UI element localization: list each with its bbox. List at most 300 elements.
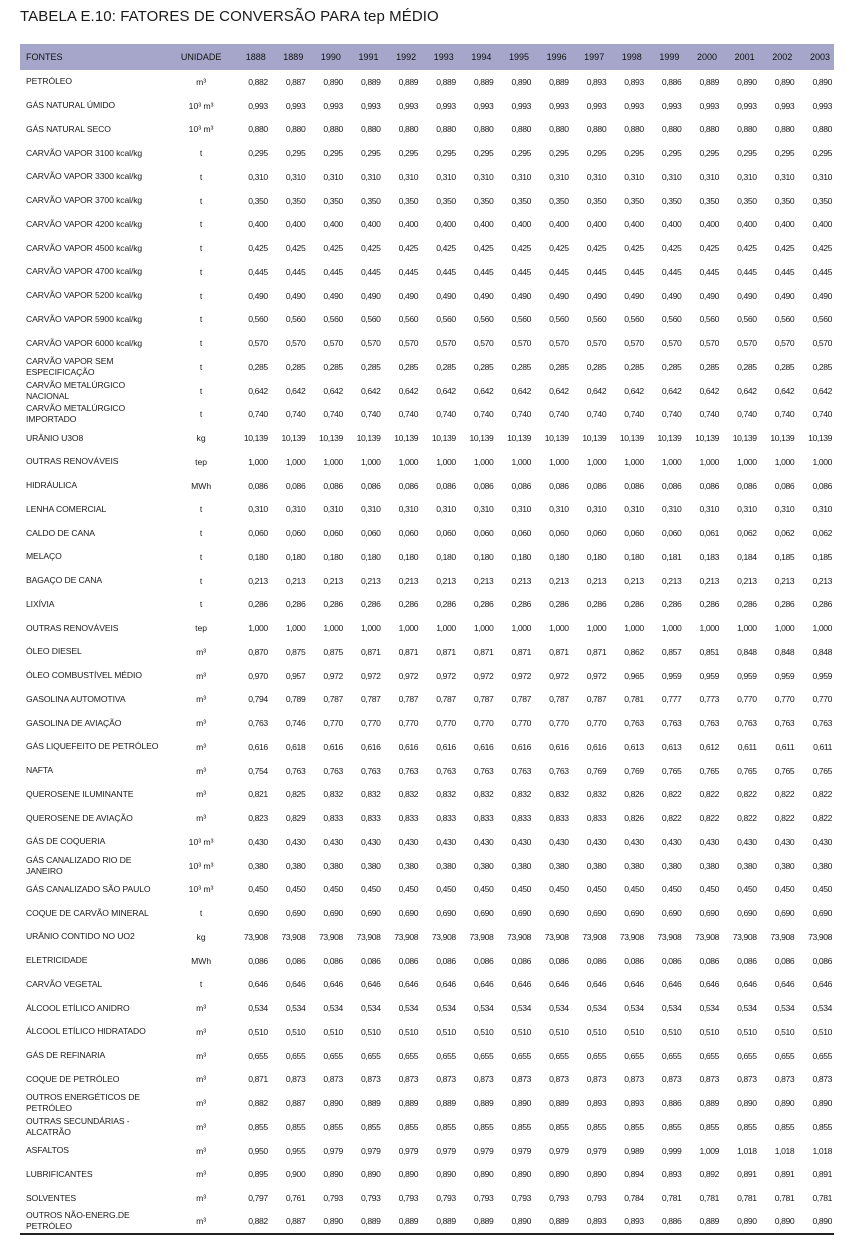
table-cell: 0,295 bbox=[812, 148, 832, 159]
table-cell: 0,560 bbox=[511, 314, 531, 325]
table-cell: 0,213 bbox=[699, 575, 720, 586]
table-cell: 10,139 bbox=[431, 433, 456, 444]
table-cell: 0,642 bbox=[511, 385, 531, 396]
table-cell: 0,430 bbox=[812, 836, 832, 847]
table-cell: 0,180 bbox=[473, 551, 494, 562]
table-cell: 0,430 bbox=[398, 836, 419, 847]
table-cell: 0,770 bbox=[774, 694, 795, 705]
table-cell: 10,139 bbox=[770, 433, 795, 444]
table-row bbox=[20, 189, 834, 213]
table-cell: 73,908 bbox=[394, 931, 419, 942]
table-cell: 0,895 bbox=[248, 1169, 268, 1180]
table-cell: 0,285 bbox=[586, 361, 607, 372]
row-source-label: BAGAÇO DE CANA bbox=[26, 575, 102, 586]
table-cell: 0,769 bbox=[586, 765, 607, 776]
table-row bbox=[20, 806, 834, 830]
table-cell: 10,139 bbox=[469, 433, 494, 444]
table-cell: 0,770 bbox=[737, 694, 757, 705]
table-cell: 0,510 bbox=[511, 1026, 531, 1037]
table-row bbox=[20, 426, 834, 450]
table-cell: 0,890 bbox=[323, 1098, 343, 1109]
table-row bbox=[20, 1044, 834, 1068]
table-cell: 0,873 bbox=[586, 1074, 607, 1085]
table-cell: 0,430 bbox=[699, 836, 720, 847]
table-cell: 0,655 bbox=[398, 1050, 419, 1061]
table-cell: 0,616 bbox=[511, 741, 531, 752]
table-cell: 0,380 bbox=[586, 860, 607, 871]
table-cell: 0,510 bbox=[398, 1026, 419, 1037]
table-cell: 0,646 bbox=[586, 979, 607, 990]
table-cell: 0,781 bbox=[699, 1193, 720, 1204]
table-cell: 0,646 bbox=[473, 979, 494, 990]
table-cell: 0,833 bbox=[323, 813, 343, 824]
table-cell: 0,510 bbox=[323, 1026, 343, 1037]
table-cell: 0,763 bbox=[511, 765, 531, 776]
row-unit: t bbox=[199, 148, 203, 159]
table-row bbox=[20, 236, 834, 260]
table-cell: 0,286 bbox=[699, 599, 720, 610]
table-cell: 73,908 bbox=[657, 931, 682, 942]
table-cell: 0,655 bbox=[624, 1050, 644, 1061]
table-cell: 0,086 bbox=[812, 955, 832, 966]
table-cell: 0,646 bbox=[624, 979, 644, 990]
table-cell: 0,295 bbox=[586, 148, 607, 159]
table-cell: 0,086 bbox=[586, 955, 607, 966]
table-row bbox=[20, 640, 834, 664]
table-cell: 0,450 bbox=[812, 884, 832, 895]
table-cell: 0,690 bbox=[624, 908, 644, 919]
table-cell: 0,285 bbox=[398, 361, 419, 372]
table-cell: 73,908 bbox=[732, 931, 757, 942]
table-cell: 0,655 bbox=[436, 1050, 456, 1061]
table-cell: 0,286 bbox=[737, 599, 757, 610]
row-source-label: ÓLEO DIESEL bbox=[26, 646, 82, 657]
table-cell: 0,889 bbox=[383, 1210, 421, 1234]
table-cell: 0,793 bbox=[586, 1193, 607, 1204]
table-cell: 0,534 bbox=[511, 1003, 531, 1014]
table-cell: 0,889 bbox=[361, 1098, 381, 1109]
table-cell: 0,086 bbox=[699, 955, 720, 966]
table-cell: 1,000 bbox=[812, 456, 832, 467]
table-cell: 0,450 bbox=[586, 884, 607, 895]
row-unit: t bbox=[199, 551, 203, 562]
table-cell: 0,445 bbox=[248, 266, 268, 277]
table-cell: 0,873 bbox=[285, 1074, 306, 1085]
table-cell: 0,183 bbox=[699, 551, 720, 562]
table-cell: 0,793 bbox=[436, 1193, 456, 1204]
table-cell: 1,000 bbox=[473, 623, 494, 634]
row-unit: t bbox=[199, 219, 203, 230]
table-cell: 0,286 bbox=[661, 599, 682, 610]
table-cell: 0,350 bbox=[812, 195, 832, 206]
table-cell: 0,873 bbox=[661, 1074, 682, 1085]
table-cell: 0,570 bbox=[549, 338, 569, 349]
table-cell: 0,310 bbox=[323, 171, 343, 182]
table-cell: 0,889 bbox=[458, 1210, 496, 1234]
table-row bbox=[20, 1020, 834, 1044]
table-cell: 0,534 bbox=[248, 1003, 268, 1014]
table-cell: 0,891 bbox=[774, 1169, 795, 1180]
row-unit: t bbox=[199, 908, 203, 919]
row-unit: 10³ m³ bbox=[188, 124, 214, 135]
table-cell: 0,740 bbox=[511, 409, 531, 420]
table-cell: 0,959 bbox=[812, 670, 832, 681]
table-cell: 0,832 bbox=[473, 789, 494, 800]
table-cell: 0,611 bbox=[775, 741, 795, 752]
column-header-unidade: UNIDADE bbox=[170, 44, 232, 70]
table-cell: 0,833 bbox=[473, 813, 494, 824]
table-cell: 0,889 bbox=[549, 76, 569, 87]
table-cell: 0,890 bbox=[759, 1210, 797, 1234]
table-cell: 0,490 bbox=[398, 290, 419, 301]
table-cell: 0,086 bbox=[361, 480, 381, 491]
table-cell: 0,763 bbox=[812, 718, 832, 729]
table-cell: 0,890 bbox=[307, 1210, 345, 1234]
row-source-label: CARVÃO VAPOR 5900 kcal/kg bbox=[26, 313, 143, 324]
table-cell: 0,310 bbox=[285, 504, 306, 515]
table-cell: 0,889 bbox=[420, 1210, 458, 1234]
table-cell: 0,062 bbox=[812, 528, 832, 539]
row-source-label: CARVÃO VAPOR 3100 kcal/kg bbox=[26, 147, 143, 158]
table-cell: 0,889 bbox=[436, 76, 456, 87]
table-cell: 0,789 bbox=[285, 694, 306, 705]
table-cell: 73,908 bbox=[582, 931, 607, 942]
table-cell: 0,761 bbox=[285, 1193, 306, 1204]
table-cell: 0,763 bbox=[248, 718, 268, 729]
table-cell: 0,425 bbox=[436, 243, 456, 254]
table-cell: 0,822 bbox=[774, 813, 795, 824]
table-cell: 0,890 bbox=[549, 1169, 569, 1180]
table-cell: 0,740 bbox=[473, 409, 494, 420]
table-cell: 0,855 bbox=[699, 1121, 720, 1132]
table-cell: 0,871 bbox=[586, 646, 607, 657]
table-cell: 0,781 bbox=[624, 694, 644, 705]
table-cell: 0,829 bbox=[285, 813, 306, 824]
table-cell: 0,889 bbox=[683, 1210, 721, 1234]
table-row bbox=[20, 1186, 834, 1210]
table-cell: 0,873 bbox=[699, 1074, 720, 1085]
table-cell: 0,285 bbox=[285, 361, 306, 372]
table-cell: 0,510 bbox=[248, 1026, 268, 1037]
table-cell: 0,180 bbox=[248, 551, 268, 562]
table-cell: 0,889 bbox=[398, 76, 419, 87]
table-cell: 0,350 bbox=[624, 195, 644, 206]
column-header-year: 1999 bbox=[646, 44, 684, 70]
table-cell: 0,380 bbox=[661, 860, 682, 871]
table-cell: 0,763 bbox=[774, 718, 795, 729]
table-cell: 0,534 bbox=[361, 1003, 381, 1014]
table-cell: 0,570 bbox=[737, 338, 757, 349]
table-cell: 0,534 bbox=[398, 1003, 419, 1014]
table-cell: 0,213 bbox=[436, 575, 456, 586]
table-cell: 0,740 bbox=[436, 409, 456, 420]
table-cell: 0,690 bbox=[361, 908, 381, 919]
table-cell: 0,871 bbox=[398, 646, 419, 657]
table-cell: 0,690 bbox=[812, 908, 832, 919]
table-cell: 0,616 bbox=[398, 741, 419, 752]
row-unit: m³ bbox=[196, 813, 207, 824]
table-cell: 0,889 bbox=[345, 1210, 383, 1234]
table-cell: 0,560 bbox=[549, 314, 569, 325]
table-cell: 0,295 bbox=[511, 148, 531, 159]
table-cell: 0,350 bbox=[511, 195, 531, 206]
table-cell: 0,400 bbox=[661, 219, 682, 230]
table-cell: 0,295 bbox=[549, 148, 569, 159]
table-cell: 10,139 bbox=[243, 433, 268, 444]
row-unit: t bbox=[199, 599, 203, 610]
table-cell: 0,832 bbox=[436, 789, 456, 800]
table-cell: 0,993 bbox=[398, 100, 419, 111]
table-cell: 0,822 bbox=[812, 789, 832, 800]
table-cell: 0,445 bbox=[774, 266, 795, 277]
table-cell: 0,400 bbox=[248, 219, 268, 230]
table-cell: 0,285 bbox=[699, 361, 720, 372]
table-cell: 0,380 bbox=[473, 860, 494, 871]
table-cell: 0,510 bbox=[586, 1026, 607, 1037]
table-cell: 0,887 bbox=[270, 1210, 308, 1234]
column-header-fontes: FONTES bbox=[20, 44, 170, 70]
table-cell: 0,993 bbox=[361, 100, 381, 111]
table-cell: 0,889 bbox=[473, 76, 494, 87]
row-unit: t bbox=[199, 266, 203, 277]
row-source-label: CARVÃO VAPOR 3700 kcal/kg bbox=[26, 195, 143, 206]
table-cell: 1,000 bbox=[323, 456, 343, 467]
table-row bbox=[20, 759, 834, 783]
table-cell: 0,400 bbox=[473, 219, 494, 230]
table-cell: 0,642 bbox=[248, 385, 268, 396]
table-cell: 0,534 bbox=[661, 1003, 682, 1014]
table-cell: 0,616 bbox=[248, 741, 268, 752]
table-cell: 1,000 bbox=[511, 623, 531, 634]
table-cell: 1,018 bbox=[774, 1145, 795, 1156]
table-cell: 0,490 bbox=[586, 290, 607, 301]
table-row bbox=[20, 973, 834, 997]
table-cell: 0,889 bbox=[699, 76, 720, 87]
table-cell: 0,400 bbox=[361, 219, 381, 230]
table-cell: 0,970 bbox=[248, 670, 268, 681]
table-cell: 0,826 bbox=[624, 813, 644, 824]
table-row bbox=[20, 94, 834, 118]
table-cell: 0,570 bbox=[774, 338, 795, 349]
table-cell: 0,890 bbox=[737, 76, 757, 87]
table-cell: 0,286 bbox=[361, 599, 381, 610]
table-cell: 0,086 bbox=[661, 480, 682, 491]
table-cell: 0,086 bbox=[624, 480, 644, 491]
table-row bbox=[20, 1210, 834, 1234]
table-cell: 0,821 bbox=[248, 789, 268, 800]
table-cell: 0,646 bbox=[436, 979, 456, 990]
table-cell: 0,400 bbox=[549, 219, 569, 230]
table-cell: 0,886 bbox=[646, 1210, 684, 1234]
table-cell: 1,000 bbox=[285, 623, 306, 634]
table-cell: 0,180 bbox=[323, 551, 343, 562]
table-cell: 0,086 bbox=[511, 955, 531, 966]
table-cell: 0,560 bbox=[774, 314, 795, 325]
table-cell: 0,285 bbox=[473, 361, 494, 372]
table-cell: 0,570 bbox=[624, 338, 644, 349]
table-cell: 0,445 bbox=[511, 266, 531, 277]
table-cell: 0,900 bbox=[285, 1169, 306, 1180]
row-unit: m³ bbox=[196, 76, 207, 87]
table-cell: 0,855 bbox=[812, 1121, 832, 1132]
table-cell: 0,425 bbox=[285, 243, 306, 254]
table-cell: 0,740 bbox=[398, 409, 419, 420]
table-cell: 0,490 bbox=[812, 290, 832, 301]
table-cell: 0,848 bbox=[812, 646, 832, 657]
table-cell: 0,646 bbox=[699, 979, 720, 990]
table-cell: 1,000 bbox=[737, 623, 757, 634]
table-cell: 0,989 bbox=[624, 1145, 644, 1156]
table-cell: 0,060 bbox=[323, 528, 343, 539]
table-cell: 0,286 bbox=[473, 599, 494, 610]
row-unit: m³ bbox=[196, 741, 207, 752]
table-title: TABELA E.10: FATORES DE CONVERSÃO PARA tep MÉDIO bbox=[20, 8, 439, 25]
row-source-label: GÁS NATURAL SECO bbox=[26, 123, 111, 134]
table-cell: 0,213 bbox=[323, 575, 343, 586]
table-cell: 0,993 bbox=[549, 100, 569, 111]
table-row bbox=[20, 118, 834, 142]
table-cell: 0,972 bbox=[473, 670, 494, 681]
table-cell: 0,787 bbox=[436, 694, 456, 705]
table-cell: 0,646 bbox=[812, 979, 832, 990]
table-header bbox=[20, 44, 834, 70]
table-cell: 0,086 bbox=[661, 955, 682, 966]
table-cell: 0,832 bbox=[586, 789, 607, 800]
table-row bbox=[20, 379, 834, 403]
row-source-label: GÁS CANALIZADO RIO DE JANEIRO bbox=[26, 854, 132, 876]
table-cell: 0,890 bbox=[495, 1210, 533, 1234]
table-row bbox=[20, 735, 834, 759]
row-source-label: OUTROS NÃO-ENERG.DE PETRÓLEO bbox=[20, 1210, 170, 1234]
table-cell: 0,180 bbox=[549, 551, 569, 562]
row-source-label: OUTROS ENERGÉTICOS DE PETRÓLEO bbox=[26, 1092, 140, 1114]
table-cell: 0,890 bbox=[398, 1169, 419, 1180]
table-cell: 0,445 bbox=[473, 266, 494, 277]
table-cell: 0,690 bbox=[473, 908, 494, 919]
table-cell: 0,213 bbox=[661, 575, 682, 586]
table-cell: 0,832 bbox=[549, 789, 569, 800]
row-source-label: GÁS DE COQUERIA bbox=[26, 836, 106, 847]
table-cell: 1,000 bbox=[586, 623, 607, 634]
table-cell: 0,086 bbox=[624, 955, 644, 966]
table-cell: 10,139 bbox=[356, 433, 381, 444]
table-cell: 0,642 bbox=[436, 385, 456, 396]
table-cell: 0,890 bbox=[511, 76, 531, 87]
table-cell: 0,993 bbox=[774, 100, 795, 111]
table-cell: 0,873 bbox=[511, 1074, 531, 1085]
table-cell: 0,655 bbox=[285, 1050, 306, 1061]
table-cell: 0,534 bbox=[549, 1003, 569, 1014]
table-cell: 0,310 bbox=[398, 504, 419, 515]
table-cell: 0,086 bbox=[361, 955, 381, 966]
table-cell: 0,510 bbox=[812, 1026, 832, 1037]
row-unit: m³ bbox=[196, 1098, 207, 1109]
table-cell: 0,890 bbox=[721, 1210, 759, 1234]
table-cell: 0,295 bbox=[398, 148, 419, 159]
table-cell: 0,510 bbox=[473, 1026, 494, 1037]
table-cell: 73,908 bbox=[544, 931, 569, 942]
column-header-year: 1998 bbox=[608, 44, 646, 70]
table-cell: 0,880 bbox=[774, 124, 795, 135]
table-cell: 0,690 bbox=[248, 908, 268, 919]
table-cell: 0,086 bbox=[737, 480, 757, 491]
table-cell: 0,740 bbox=[285, 409, 306, 420]
table-cell: 0,534 bbox=[812, 1003, 832, 1014]
row-source-label: ASFALTOS bbox=[26, 1145, 69, 1156]
table-row bbox=[20, 403, 834, 427]
table-cell: 0,871 bbox=[511, 646, 531, 657]
table-cell: 0,380 bbox=[361, 860, 381, 871]
row-source-label: URÂNIO CONTIDO NO UO2 bbox=[26, 931, 135, 942]
table-row bbox=[20, 616, 834, 640]
table-cell: 0,380 bbox=[248, 860, 268, 871]
table-cell: 0,285 bbox=[661, 361, 682, 372]
table-cell: 0,770 bbox=[549, 718, 569, 729]
row-unit: 10³ m³ bbox=[188, 100, 214, 111]
table-cell: 0,826 bbox=[624, 789, 644, 800]
table-cell: 0,965 bbox=[624, 670, 644, 681]
table-cell: 0,350 bbox=[323, 195, 343, 206]
table-row bbox=[20, 1139, 834, 1163]
table-cell: 0,655 bbox=[661, 1050, 682, 1061]
table-cell: 0,871 bbox=[436, 646, 456, 657]
table-cell: 0,286 bbox=[285, 599, 306, 610]
table-cell: 0,380 bbox=[511, 860, 531, 871]
table-cell: 1,000 bbox=[699, 623, 720, 634]
table-cell: 10,139 bbox=[695, 433, 720, 444]
table-cell: 0,777 bbox=[661, 694, 682, 705]
row-source-label: CARVÃO VAPOR SEM ESPECIFICAÇÃO bbox=[26, 355, 114, 377]
row-unit: 10³ m³ bbox=[188, 860, 214, 871]
table-cell: 0,510 bbox=[361, 1026, 381, 1037]
table-cell: 0,793 bbox=[361, 1193, 381, 1204]
table-cell: 0,855 bbox=[737, 1121, 757, 1132]
table-cell: 0,655 bbox=[361, 1050, 381, 1061]
table-cell: 0,855 bbox=[549, 1121, 569, 1132]
table-cell: 0,833 bbox=[586, 813, 607, 824]
table-cell: 0,993 bbox=[473, 100, 494, 111]
table-cell: 0,430 bbox=[737, 836, 757, 847]
table-cell: 0,560 bbox=[285, 314, 306, 325]
table-row bbox=[20, 355, 834, 379]
table-cell: 0,891 bbox=[812, 1169, 832, 1180]
table-cell: 0,873 bbox=[473, 1074, 494, 1085]
table-cell: 0,425 bbox=[699, 243, 720, 254]
table-cell: 0,880 bbox=[586, 124, 607, 135]
table-cell: 0,646 bbox=[323, 979, 343, 990]
row-unit: t bbox=[199, 385, 203, 396]
table-cell: 0,613 bbox=[624, 741, 644, 752]
table-cell: 0,890 bbox=[511, 1169, 531, 1180]
table-cell: 0,285 bbox=[624, 361, 644, 372]
row-source-label: LIXÍVIA bbox=[26, 598, 55, 609]
row-unit: tep bbox=[195, 623, 208, 634]
table-cell: 0,570 bbox=[361, 338, 381, 349]
table-cell: 0,285 bbox=[436, 361, 456, 372]
row-source-label: OUTRAS SECUNDÁRIAS - ALCATRÃO bbox=[26, 1115, 130, 1137]
table-cell: 10,139 bbox=[394, 433, 419, 444]
row-source-label: MELAÇO bbox=[26, 551, 62, 562]
table-cell: 0,889 bbox=[533, 1210, 571, 1234]
table-cell: 0,310 bbox=[586, 504, 607, 515]
table-cell: 0,880 bbox=[285, 124, 306, 135]
table-cell: 0,062 bbox=[737, 528, 757, 539]
table-cell: 0,430 bbox=[361, 836, 381, 847]
table-cell: 1,000 bbox=[398, 623, 419, 634]
table-cell: 0,740 bbox=[549, 409, 569, 420]
table-cell: 0,086 bbox=[774, 955, 795, 966]
table-cell: 0,310 bbox=[737, 504, 757, 515]
